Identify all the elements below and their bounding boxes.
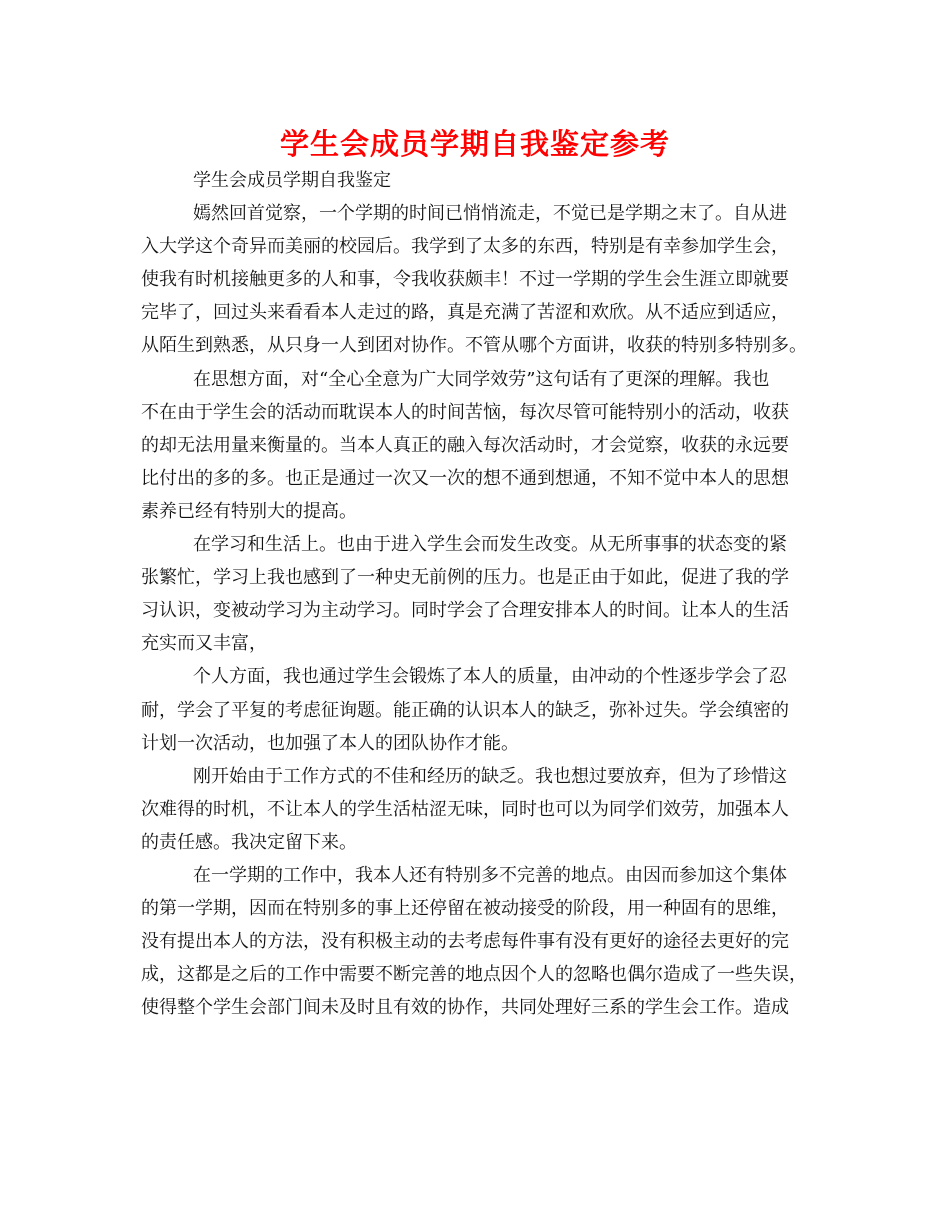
text-line: 使我有时机接触更多的人和事，令我收获颇丰！不过一学期的学生会生涯立即就要 bbox=[141, 269, 789, 291]
text-line: 充实而又丰富， bbox=[141, 633, 267, 655]
document-title: 学生会成员学期自我鉴定参考 bbox=[279, 127, 670, 161]
text-line: 入大学这个奇异而美丽的校园后。我学到了太多的东西，特别是有幸参加学生会， bbox=[141, 236, 789, 258]
text-line: 使得整个学生会部门间未及时且有效的协作，共同处理好三系的学生会工作。造成 bbox=[141, 997, 789, 1019]
text-line: 在学习和生活上。也由于进入学生会而发生改变。从无所事事的状态变的紧 bbox=[193, 534, 787, 556]
text-line: 个人方面，我也通过学生会锻炼了本人的质量，由冲动的个性逐步学会了忍 bbox=[193, 666, 787, 688]
text-line: 在思想方面，对“全心全意为广大同学效劳”这句话有了更深的理解。我也 bbox=[193, 368, 770, 390]
text-line: 成，这都是之后的工作中需要不断完善的地点因个人的忽略也偶尔造成了一些失误， bbox=[141, 964, 807, 986]
text-line: 习认识，变被动学习为主动学习。同时学会了合理安排本人的时间。让本人的生活 bbox=[141, 600, 789, 622]
text-line: 耐，学会了平复的考虑征询题。能正确的认识本人的缺乏，弥补过失。学会缜密的 bbox=[141, 699, 789, 721]
text-line: 的责任感。我决定留下来。 bbox=[141, 831, 357, 853]
text-line: 次难得的时机，不让本人的学生活枯涩无味，同时也可以为同学们效劳，加强本人 bbox=[141, 798, 789, 820]
text-line: 张繁忙，学习上我也感到了一种史无前例的压力。也是正由于如此，促进了我的学 bbox=[141, 567, 789, 589]
text-line: 刚开始由于工作方式的不佳和经历的缺乏。我也想过要放弃，但为了珍惜这 bbox=[193, 765, 787, 787]
text-line: 学生会成员学期自我鉴定 bbox=[193, 170, 391, 191]
document-body bbox=[141, 164, 826, 1024]
text-line: 计划一次活动，也加强了本人的团队协作才能。 bbox=[141, 732, 519, 754]
text-line: 在一学期的工作中，我本人还有特别多不完善的地点。由因而参加这个集体 bbox=[193, 864, 787, 886]
text-line: 的第一学期，因而在特别多的事上还停留在被动接受的阶段，用一种固有的思维， bbox=[141, 898, 789, 920]
text-line: 比付出的多的多。也正是通过一次又一次的想不通到想通，不知不觉中本人的思想 bbox=[141, 467, 789, 489]
text-line: 素养已经有特别大的提高。 bbox=[141, 500, 357, 522]
text-line: 不在由于学生会的活动而耽误本人的时间苦恼，每次尽管可能特别小的活动，收获 bbox=[141, 401, 789, 423]
text-line: 嫣然回首觉察，一个学期的时间已悄悄流走，不觉已是学期之末了。自从进 bbox=[193, 203, 787, 225]
text-line: 的却无法用量来衡量的。当本人真正的融入每次活动时，才会觉察，收获的永远要 bbox=[141, 434, 789, 456]
text-line: 完毕了，回过头来看看本人走过的路，真是充满了苦涩和欢欣。从不适应到适应， bbox=[141, 302, 789, 324]
text-line: 没有提出本人的方法，没有积极主动的去考虑每件事有没有更好的途径去更好的完 bbox=[141, 931, 789, 953]
text-line: 从陌生到熟悉，从只身一人到团对协作。不管从哪个方面讲，收获的特别多特别多。 bbox=[141, 335, 807, 357]
